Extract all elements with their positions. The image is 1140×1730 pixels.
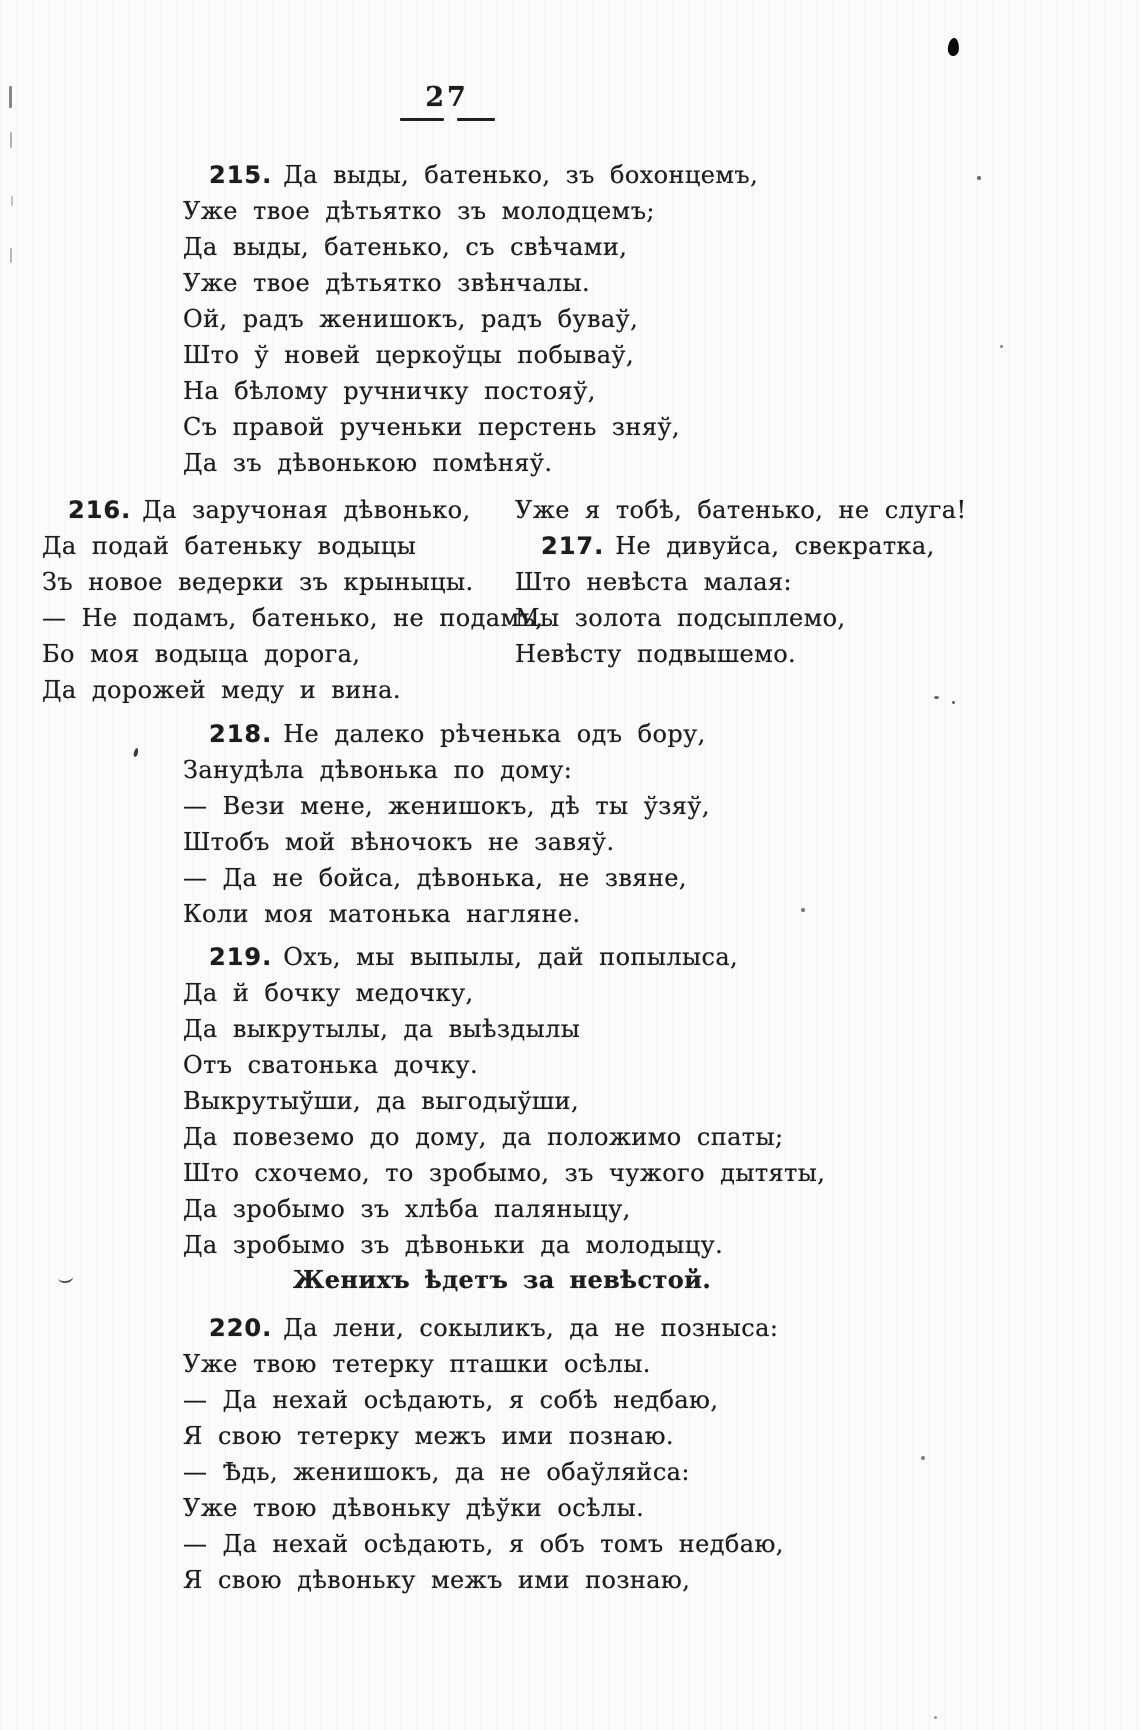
page-edge-mark (9, 86, 12, 108)
page-edge-mark (10, 248, 12, 263)
ink-speck (977, 176, 981, 180)
song-217 (515, 492, 967, 672)
song-line-text: Не далеко рѣченька одъ бору, (283, 720, 706, 748)
song-line: Уже твое дѣтьятко звѣнчалы. (183, 269, 591, 297)
ink-blot (947, 38, 959, 57)
song-line (183, 939, 825, 975)
stray-mark (133, 748, 139, 758)
song-line: — Да нехай осѣдають, я объ томъ недбаю, (183, 1530, 784, 1558)
song-line: Занудѣла дѣвонька по дому: (183, 756, 573, 784)
song-line: — Вези мене, женишокъ, дѣ ты ўзяў, (183, 792, 710, 820)
song-line: Да дорожей меду и вина. (42, 676, 401, 704)
song-line: Зъ новое ведерки зъ крыныцы. (42, 568, 474, 596)
song-line: Штобъ мой вѣночокъ не завяў. (183, 828, 615, 856)
ink-speck (934, 1716, 937, 1719)
page-edge-mark (10, 132, 12, 148)
song-line: Да зробымо зъ хлѣба паляныцу, (183, 1195, 631, 1223)
song-line: Съ правой рученьки перстень зняў, (183, 413, 680, 441)
song-line: — Ѣдь, женишокъ, да не обаўляйса: (183, 1458, 690, 1486)
song-215 (183, 157, 758, 481)
song-218 (183, 716, 710, 932)
song-216 (42, 492, 543, 708)
song-line: Коли моя матонька нагляне. (183, 900, 581, 928)
page-edge-mark (11, 196, 13, 206)
song-line: Бо моя водыца дорога, (42, 640, 361, 668)
song-line: — Да нехай осѣдають, я собѣ недбаю, (183, 1386, 719, 1414)
song-line: Отъ сватонька дочку. (183, 1051, 479, 1079)
song-number: 216. (68, 496, 132, 524)
song-line (515, 528, 967, 564)
song-line: Я свою дѣвоньку межъ ими познаю, (183, 1566, 691, 1594)
page-header (0, 82, 894, 121)
ink-speck (934, 696, 939, 699)
song-line-text: Охъ, мы выпылы, дай попылыса, (283, 943, 739, 971)
song-number: 215. (209, 161, 273, 189)
song-line (183, 157, 758, 193)
song-line: Да зробымо зъ дѣвоньки да молодыцу. (183, 1231, 724, 1259)
song-line: Невѣсту подвышемо. (515, 640, 797, 668)
song-number: 219. (209, 943, 273, 971)
song-line: Уже твое дѣтьятко зъ молодцемъ; (183, 197, 655, 225)
song-line: — Не подамъ, батенько, не подамъ, (42, 604, 544, 632)
song-number: 218. (209, 720, 273, 748)
song-line: — Да не бойса, дѣвонька, не звяне, (183, 864, 687, 892)
section-heading: Женихъ ѣдетъ за невѣстой. (292, 1265, 712, 1294)
song-line (183, 716, 710, 752)
song-line: Да выды, батенько, съ свѣчами, (183, 233, 628, 261)
song-number: 220. (209, 1314, 273, 1342)
song-line: Да й бочку медочку, (183, 979, 474, 1007)
song-line (183, 1310, 784, 1346)
song-line: Да повеземо до дому, да положимо спаты; (183, 1123, 784, 1151)
ink-speck (801, 908, 805, 912)
song-line: Што невѣста малая: (515, 568, 792, 596)
song-line: Да зъ дѣвонькою помѣняў. (183, 449, 553, 477)
song-line: Уже твою дѣвоньку дѣўки осѣлы. (183, 1494, 645, 1522)
song-line: На бѣлому ручничку постояў, (183, 377, 596, 405)
ink-speck (1000, 345, 1003, 348)
song-number: 217. (541, 532, 605, 560)
section-heading-wrap (0, 1265, 1004, 1294)
ink-speck (952, 701, 955, 704)
song-line: Што ў новей церкоўцы побываў, (183, 341, 634, 369)
two-column-block (0, 492, 1140, 708)
song-line-text: Да заручоная дѣвонько, (142, 496, 471, 524)
song-line: Я свою тетерку межъ ими познаю. (183, 1422, 674, 1450)
song-219 (183, 939, 825, 1263)
ink-speck (921, 1456, 925, 1460)
song-line: Мы золота подсыплемо, (515, 604, 846, 632)
song-line-text: Да выды, батенько, зъ бохонцемъ, (283, 161, 759, 189)
song-line: Выкрутыўши, да выгодыўши, (183, 1087, 579, 1115)
song-line: Уже я тобѣ, батенько, не слуга! (515, 496, 967, 524)
page-number-rule (0, 118, 894, 121)
song-line: Уже твою тетерку пташки осѣлы. (183, 1350, 651, 1378)
song-line-text: Не дивуйса, свекратка, (615, 532, 935, 560)
song-line-text: Да лени, сокыликъ, да не позныса: (283, 1314, 779, 1342)
song-line: Што схочемо, то зробымо, зъ чужого дытяты, (183, 1159, 826, 1187)
song-line (42, 492, 543, 528)
song-220 (183, 1310, 784, 1598)
song-line: Да подай батеньку водыцы (42, 532, 417, 560)
song-line: Ой, радъ женишокъ, радъ буваў, (183, 305, 639, 333)
page-number: 27 (425, 82, 469, 113)
song-line: Да выкрутылы, да выѣздылы (183, 1015, 581, 1043)
